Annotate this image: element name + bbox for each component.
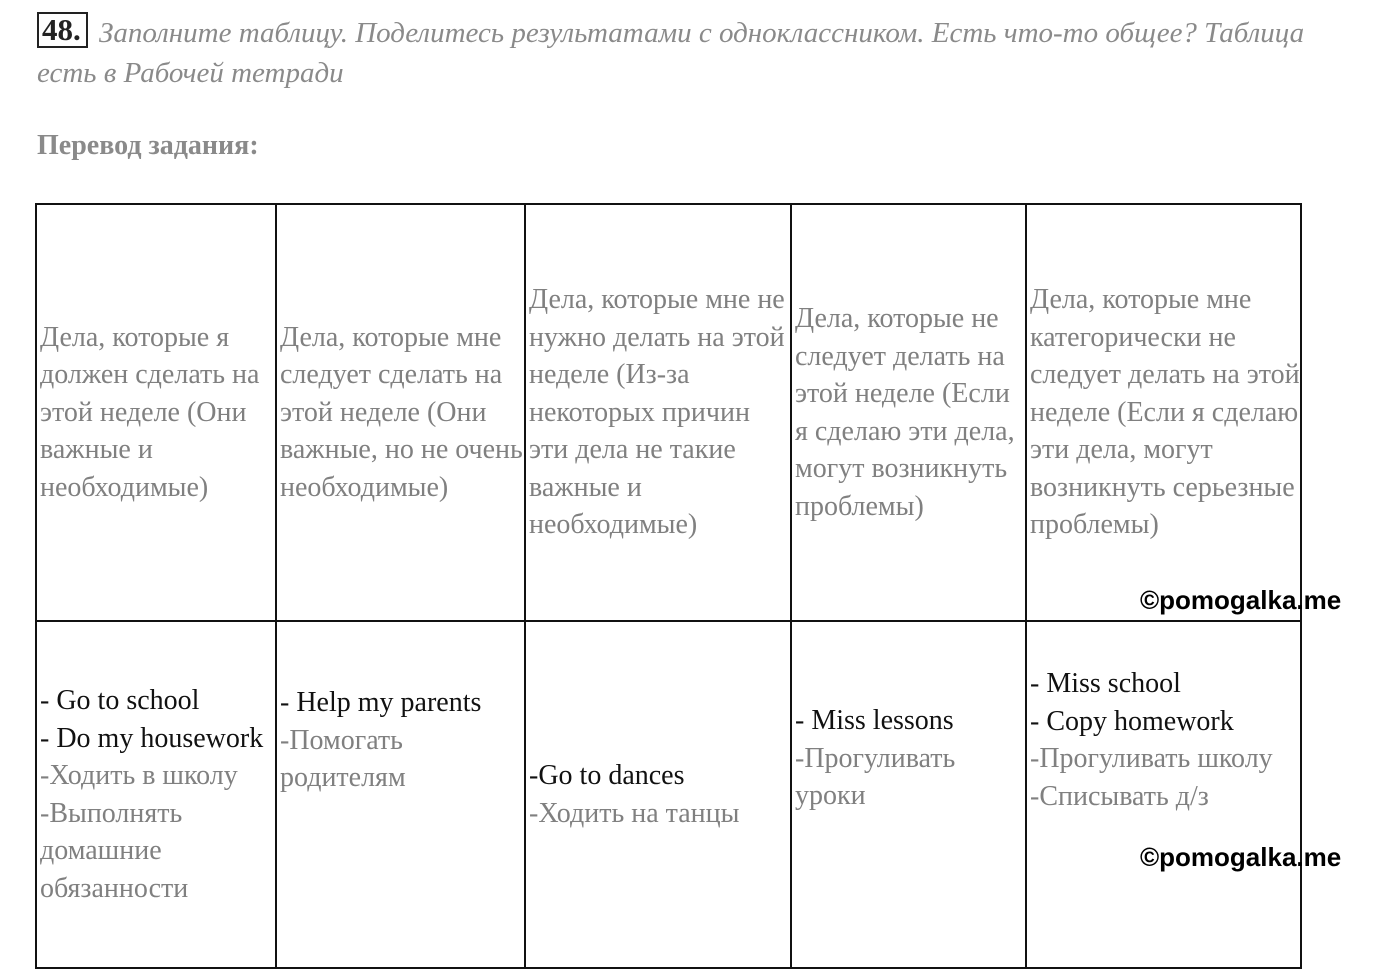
table-header-row	[36, 204, 1301, 621]
english-item: - Help my parents	[280, 687, 482, 718]
table-cell-must-do	[36, 621, 276, 968]
russian-item: -Списывать д/з	[1030, 780, 1209, 812]
english-item: -Go to dances	[529, 760, 685, 791]
tasks-table	[35, 203, 1302, 969]
english-item: - Go to school	[40, 685, 200, 716]
table-cell-should-not-do	[791, 621, 1026, 968]
english-item: - Do my housework	[40, 722, 264, 754]
watermark-top: ©pomogalka.me	[1140, 585, 1342, 615]
russian-item: -Помогать родителям	[280, 724, 406, 793]
table-cell-must-not-do	[1026, 621, 1301, 968]
translation-label: Перевод задания:	[37, 130, 259, 161]
russian-item: -Ходить в школу	[40, 760, 238, 791]
task-header	[37, 12, 1337, 93]
english-item: - Copy homework	[1030, 705, 1234, 737]
russian-item: -Прогуливать школу	[1030, 743, 1273, 774]
task-text: Заполните таблицу. Поделитесь результатами с одноклассником. Есть что-то общее? Таблица есть в Рабочей тетради	[37, 17, 1305, 89]
english-item: - Miss lessons	[795, 705, 954, 736]
table-cell-should-do	[276, 621, 525, 968]
table-cell-need-not-do	[525, 621, 791, 968]
russian-item: -Выполнять домашние обязанности	[40, 797, 189, 904]
header-cell-should-not-do: Дела, которые не следует делать на этой неделе (Если я сделаю эти дела, могут возникнуть проблемы)	[791, 204, 1026, 621]
english-item: - Miss school	[1030, 668, 1181, 699]
header-cell-must-not-do: Дела, которые мне категорически не следует делать на этой неделе (Если я сделаю эти дела, могут возникнуть серьезные проблемы)	[1026, 204, 1301, 621]
header-cell-must-do: Дела, которые я должен сделать на этой неделе (Они важные и необходимые)	[36, 204, 276, 621]
watermark-bottom: ©pomogalka.me	[1140, 842, 1342, 872]
table-row	[36, 621, 1301, 968]
russian-item: -Ходить на танцы	[529, 797, 740, 829]
header-cell-need-not-do: Дела, которые мне не нужно делать на этой неделе (Из-за некоторых причин эти дела не такие важные и необходимые)	[525, 204, 791, 621]
task-number: 48.	[37, 12, 88, 48]
header-cell-should-do: Дела, которые мне следует сделать на этой неделе (Они важные, но не очень необходимые)	[276, 204, 525, 621]
russian-item: -Прогуливать уроки	[795, 742, 956, 811]
